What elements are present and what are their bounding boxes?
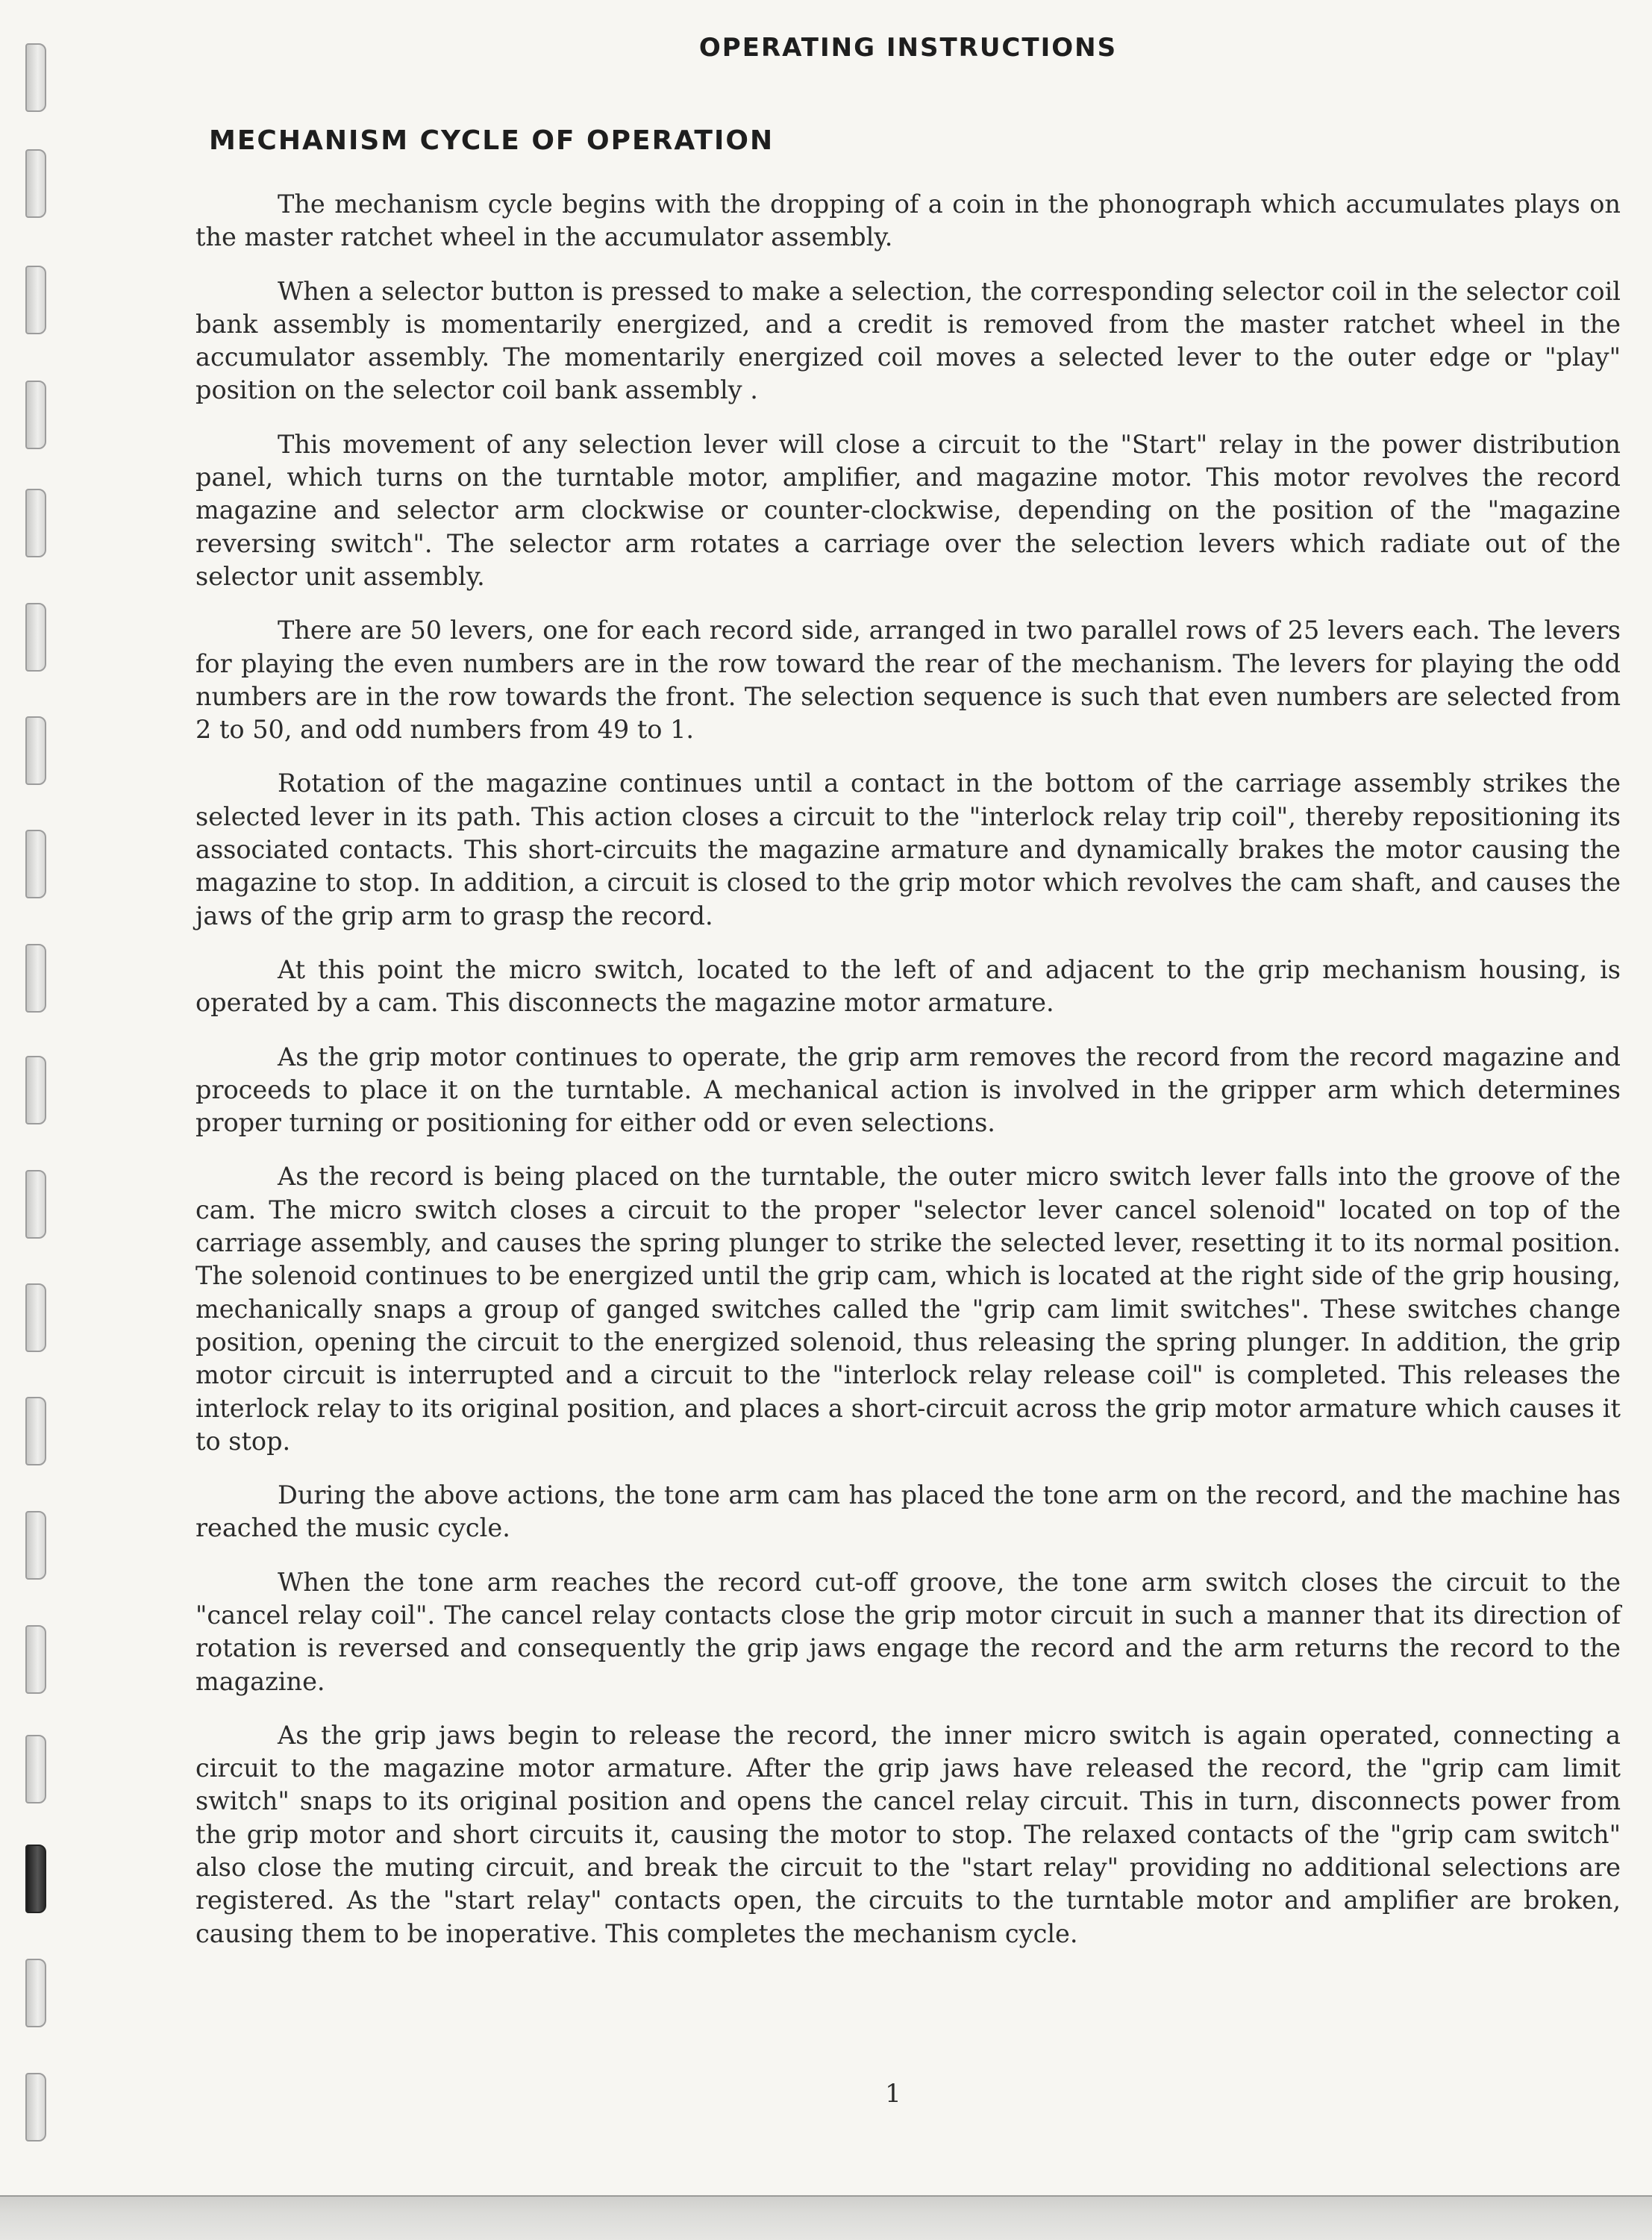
paragraph: The mechanism cycle begins with the dropping of a coin in the phonograph which accumulates plays on the master ratchet wheel in the accumulator assembly. <box>195 190 1621 252</box>
binding-hole <box>25 266 46 334</box>
binding-hole <box>25 1397 46 1465</box>
binding-hole <box>25 1845 46 1913</box>
binding-hole <box>25 1625 46 1694</box>
paragraph: As the record is being placed on the turntable, the outer micro switch lever falls into the groove of the cam. The micro switch closes a circuit to the proper "selector lever cancel solenoid" located on top of the carriage assembly, and causes the spring plunger to strike the selected lever, resetting it to its normal position. The solenoid continues to be energized until the grip cam, which is located at the right side of the grip housing, mechanically snaps a group of ganged switches called the "grip cam limit switches". These switches change position, opening the circuit to the energized solenoid, thus releasing the spring plunger. In addition, the grip motor circuit is interrupted and a circuit to the "interlock relay release coil" is completed. This releases the interlock relay to its original position, and places a short-circuit across the grip motor armature which causes it to stop. <box>195 1162 1621 1456</box>
binding-hole <box>25 1959 46 2027</box>
paragraph: During the above actions, the tone arm cam has placed the tone arm on the record, and the machine has reached the music cycle. <box>195 1480 1621 1543</box>
binding-hole <box>25 603 46 672</box>
binding-hole <box>25 716 46 785</box>
section-heading: MECHANISM CYCLE OF OPERATION <box>209 125 775 156</box>
paragraph: This movement of any selection lever will close a circuit to the "Start" relay in the power distribution panel, which turns on the turntable motor, amplifier, and magazine motor. This motor revolves the record magazine and selector arm clockwise or counter-clockwise, depending on the position of the "magazine reversing switch". The selector arm rotates a carriage over the selection levers which radiate out of the selector unit assembly. <box>195 429 1621 591</box>
paragraph: There are 50 levers, one for each record side, arranged in two parallel rows of 25 levers each. The levers for playing the even numbers are in the row toward the rear of the mechanism. The levers for playing the odd numbers are in the row towards the front. The selection sequence is such that even numbers are selected from 2 to 50, and odd numbers from 49 to 1. <box>195 616 1621 745</box>
binding-hole <box>25 149 46 218</box>
binding-hole <box>25 1511 46 1580</box>
binding-hole <box>25 830 46 898</box>
paragraph: When a selector button is pressed to make a selection, the corresponding selector coil in the selector coil bank assembly is momentarily energized, and a credit is removed from the master ratchet wheel in the accumulator assembly. The momentarily energized coil moves a selected lever to the outer edge or "play" position on the selector coil bank assembly . <box>195 276 1621 405</box>
paragraph: As the grip motor continues to operate, the grip arm removes the record from the record magazine and proceeds to place it on the turntable. A mechanical action is involved in the gripper arm which determines proper turning or positioning for either odd or even selections. <box>195 1042 1621 1138</box>
binding-hole <box>25 1283 46 1352</box>
paragraph: At this point the micro switch, located to the left of and adjacent to the grip mechanism housing, is operated by a cam. This disconnects the magazine motor armature. <box>195 954 1621 1018</box>
paragraph: As the grip jaws begin to release the record, the inner micro switch is again operated, connecting a circuit to the magazine motor armature. After the grip jaws have released the record, the "grip cam limit switch" snaps to its original position and opens the cancel relay circuit. This in turn, disconnects power from the grip motor and short circuits it, causing the motor to stop. The relaxed contacts of the "grip cam switch" also close the muting circuit, and break the circuit to the "start relay" providing no additional selections are registered. As the "start relay" contacts open, the circuits to the turntable motor and amplifier are broken, causing them to be inoperative. This completes the mechanism cycle. <box>195 1720 1621 1948</box>
binding-hole <box>25 489 46 557</box>
binding-hole <box>25 381 46 449</box>
binding-hole <box>25 1170 46 1239</box>
binding-hole <box>25 944 46 1013</box>
binding-hole <box>25 1056 46 1124</box>
page-bottom-edge <box>0 2195 1652 2240</box>
page-number: 1 <box>885 2079 901 2109</box>
paragraph: When the tone arm reaches the record cut-off groove, the tone arm switch closes the circuit to the "cancel relay coil". The cancel relay contacts close the grip motor circuit in such a manner that its direction of rotation is reversed and consequently the grip jaws engage the record and the arm returns the record to the magazine. <box>195 1567 1621 1696</box>
body-text <box>195 188 1621 1971</box>
page-title: OPERATING INSTRUCTIONS <box>698 33 1118 63</box>
binding-holes <box>25 0 48 2194</box>
binding-hole <box>25 1735 46 1803</box>
paragraph: Rotation of the magazine continues until a contact in the bottom of the carriage assembly strikes the selected lever in its path. This action closes a circuit to the "interlock relay trip coil", thereby repositioning its associated contacts. This short-circuits the magazine armature and dynamically brakes the motor causing the magazine to stop. In addition, a circuit is closed to the grip motor which revolves the cam shaft, and causes the jaws of the grip arm to grasp the record. <box>195 769 1621 930</box>
